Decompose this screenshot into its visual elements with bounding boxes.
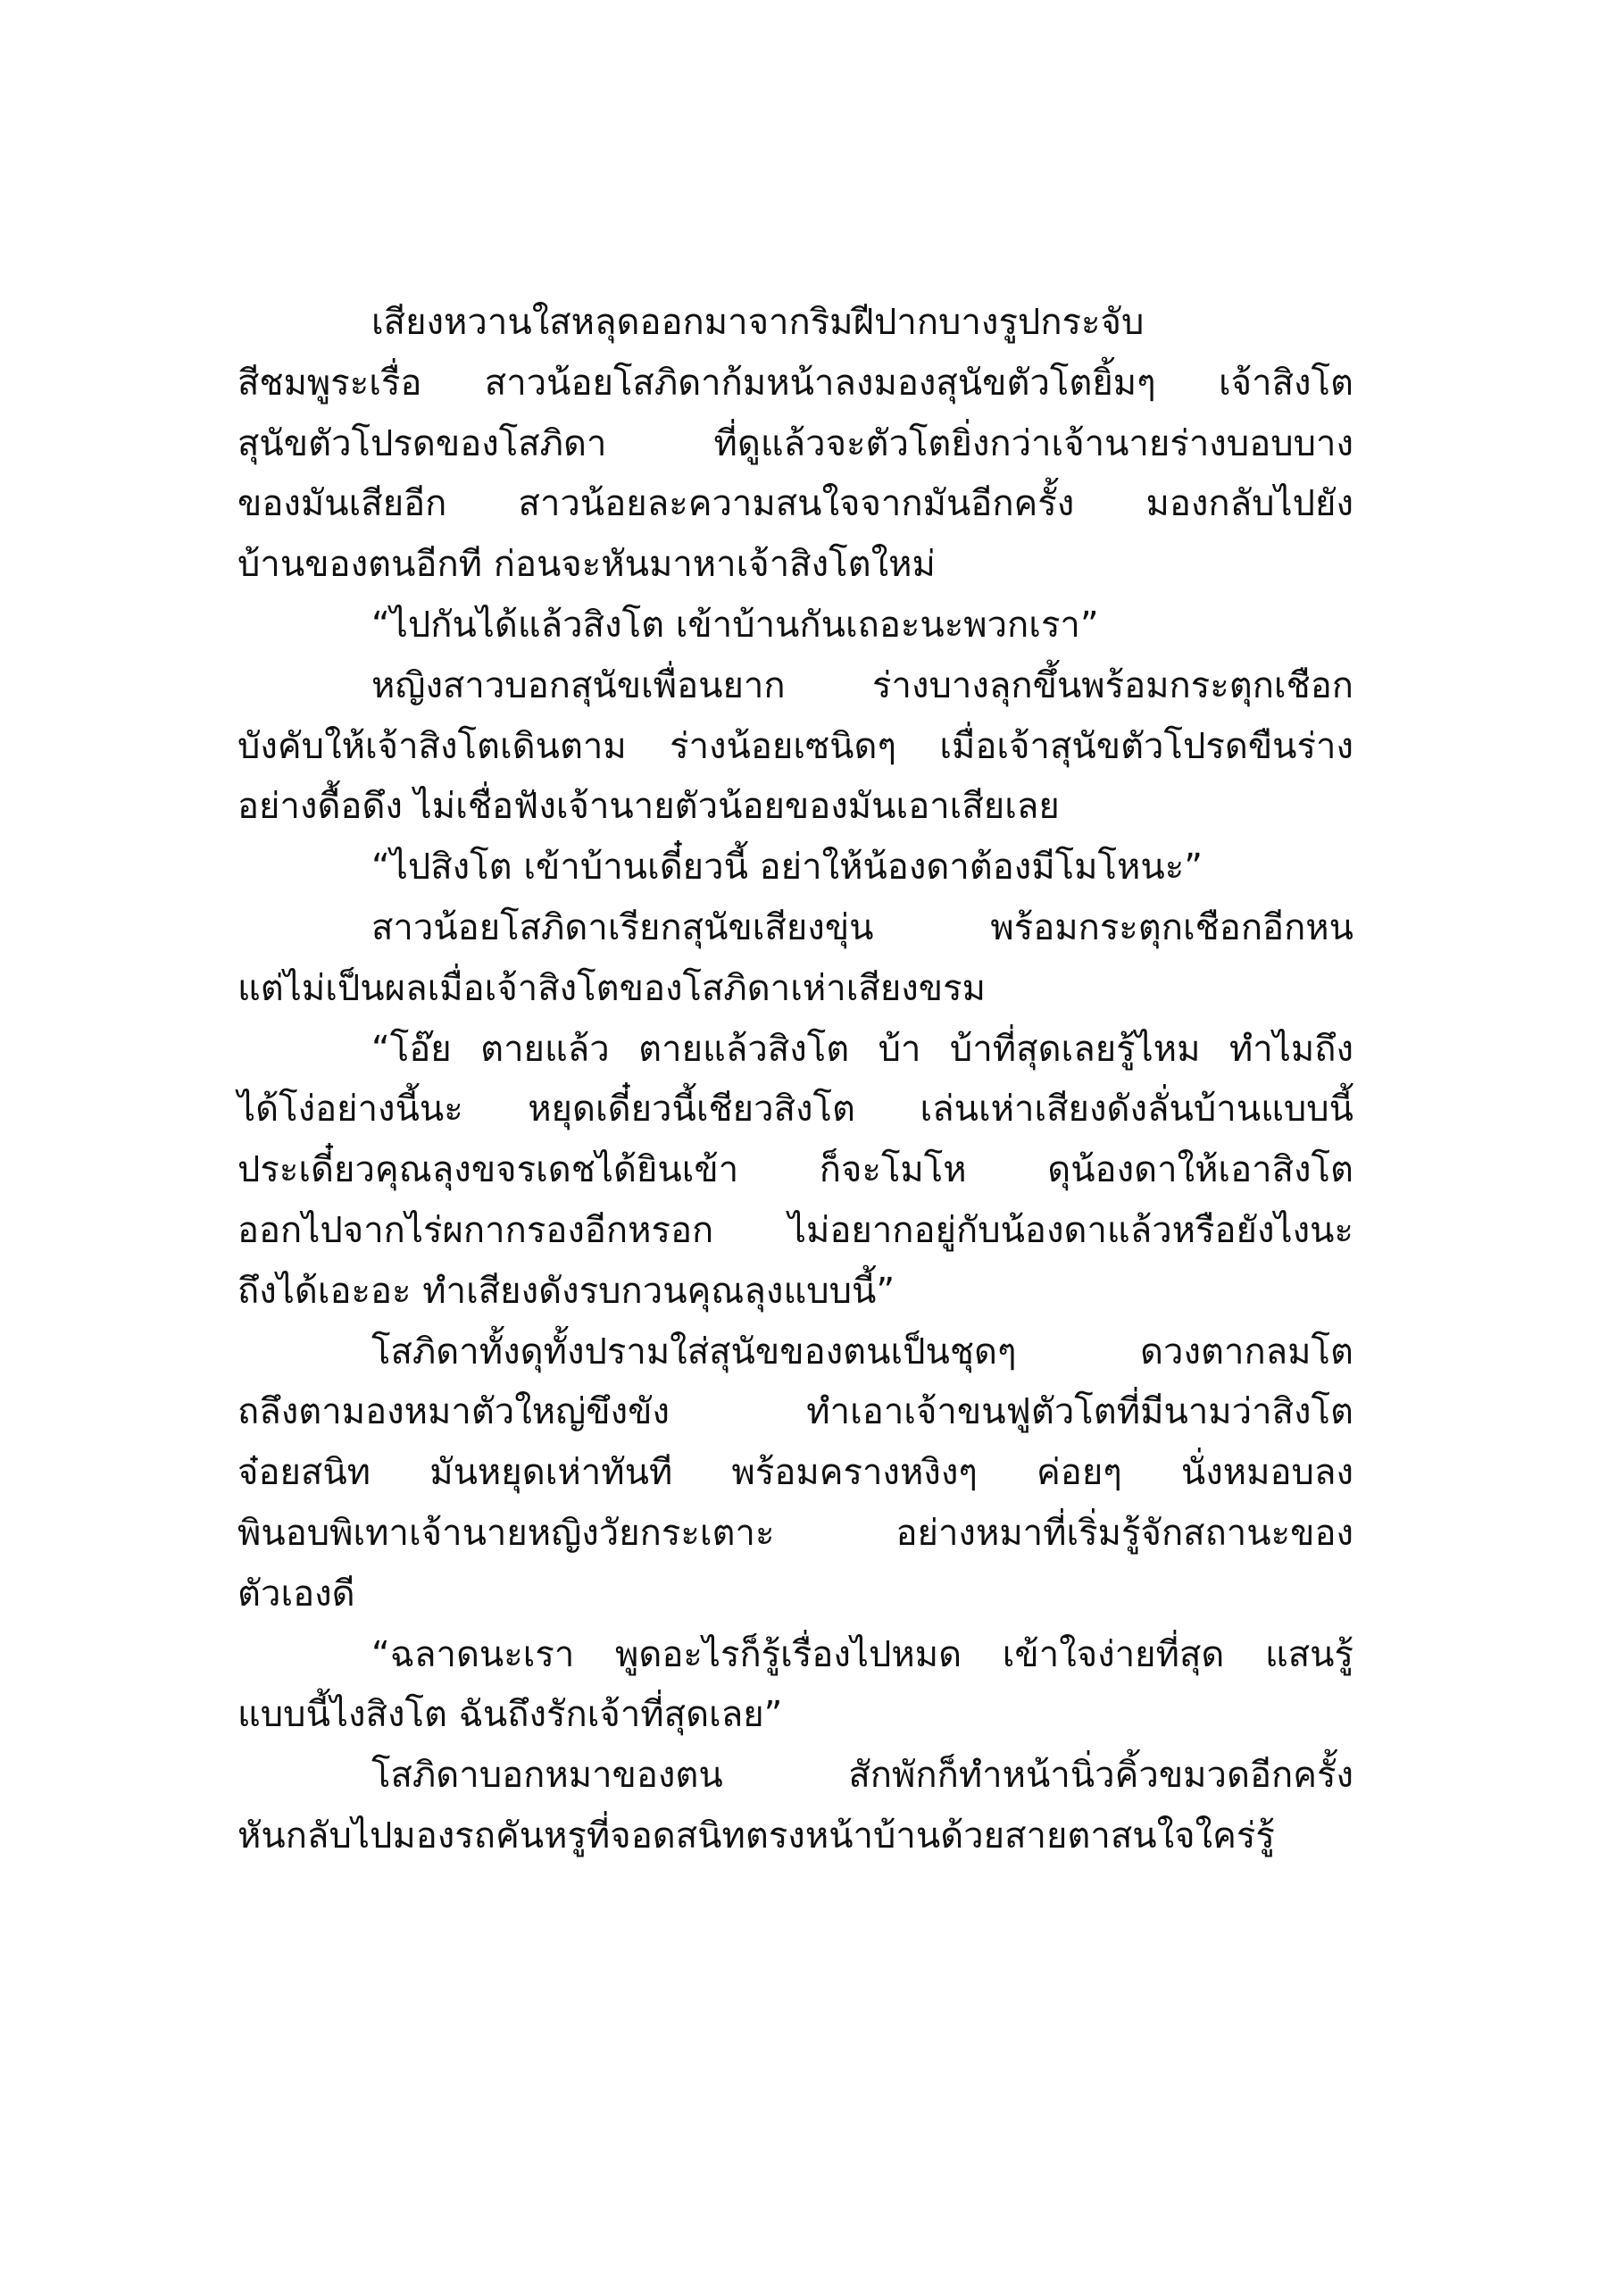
text-line: แต่ไม่เป็นผลเมื่อเจ้าสิงโตของโสภิดาเห่าเสียงขรม	[237, 967, 986, 1009]
text-line: จ๋อยสนิท มันหยุดเห่าทันที พร้อมครางหงิงๆ ค่อยๆ นั่งหมอบลง	[237, 1452, 1353, 1494]
text-line: อย่างดื้อดึง ไม่เชื่อฟังเจ้านายตัวน้อยของมันเอาเสียเลย	[237, 786, 1060, 828]
text-line: บังคับให้เจ้าสิงโตเดินตาม ร่างน้อยเซนิดๆ เมื่อเจ้าสุนัขตัวโปรดขืนร่าง	[237, 725, 1353, 767]
text-line: “ไปกันได้แล้วสิงโต เข้าบ้านกันเถอะนะพวกเรา”	[371, 604, 1099, 646]
story-text-block	[237, 293, 1353, 1867]
text-line: ของมันเสียอีก สาวน้อยละความสนใจจากมันอีกครั้ง มองกลับไปยัง	[237, 483, 1353, 525]
text-line: “ฉลาดนะเรา พูดอะไรก็รู้เรื่องไปหมด เข้าใจง่ายที่สุด แสนรู้	[371, 1633, 1353, 1675]
text-line: ถึงได้เอะอะ ทำเสียงดังรบกวนคุณลุงแบบนี้”	[237, 1270, 895, 1312]
text-line: แบบนี้ไงสิงโต ฉันถึงรักเจ้าที่สุดเลย”	[237, 1694, 783, 1736]
text-line: ประเดี๋ยวคุณลุงขจรเดชได้ยินเข้า ก็จะโมโห ดุน้องดาให้เอาสิงโต	[237, 1149, 1353, 1191]
text-line: “โอ๊ย ตายแล้ว ตายแล้วสิงโต บ้า บ้าที่สุดเลยรู้ไหม ทำไมถึง	[371, 1028, 1353, 1070]
text-line: ได้โง่อย่างนี้นะ หยุดเดี๋ยวนี้เชียวสิงโต เล่นเห่าเสียงดังลั่นบ้านแบบนี้	[237, 1089, 1353, 1131]
text-line: เสียงหวานใสหลุดออกมาจากริมฝีปากบางรูปกระจับ	[371, 302, 1145, 343]
text-line: หันกลับไปมองรถคันหรูที่จอดสนิทตรงหน้าบ้านด้วยสายตาสนใจใคร่รู้	[237, 1815, 1275, 1857]
text-line: ออกไปจากไร่ผกากรองอีกหรอก ไม่อยากอยู่กับน้องดาแล้วหรือยังไงนะ	[237, 1209, 1353, 1251]
text-line: โสภิดาบอกหมาของตน สักพักก็ทำหน้านิ่วคิ้วขมวดอีกครั้ง	[371, 1755, 1353, 1797]
text-line: บ้านของตนอีกที ก่อนจะหันมาหาเจ้าสิงโตใหม่	[237, 544, 936, 586]
text-line: ถลึงตามองหมาตัวใหญ่ขึงขัง ทำเอาเจ้าขนฟูตัวโตที่มีนามว่าสิงโต	[237, 1391, 1353, 1433]
text-line: สีชมพูระเรื่อ สาวน้อยโสภิดาก้มหน้าลงมองสุนัขตัวโตยิ้มๆ เจ้าสิงโต	[237, 362, 1353, 404]
text-line: สาวน้อยโสภิดาเรียกสุนัขเสียงขุ่น พร้อมกระตุกเชือกอีกหน	[371, 906, 1353, 948]
text-line: สุนัขตัวโปรดของโสภิดา ที่ดูแล้วจะตัวโตยิ่งกว่าเจ้านายร่างบอบบาง	[237, 422, 1353, 464]
text-line: “ไปสิงโต เข้าบ้านเดี๋ยวนี้ อย่าให้น้องดาต้องมีโมโหนะ”	[371, 847, 1203, 889]
text-line: พินอบพิเทาเจ้านายหญิงวัยกระเตาะ อย่างหมาที่เริ่มรู้จักสถานะของ	[237, 1512, 1353, 1554]
text-line: หญิงสาวบอกสุนัขเพื่อนยาก ร่างบางลุกขึ้นพร้อมกระตุกเชือก	[371, 664, 1353, 706]
text-line: โสภิดาทั้งดุทั้งปรามใส่สุนัขของตนเป็นชุดๆ ดวงตากลมโต	[371, 1331, 1353, 1373]
text-line: ตัวเองดี	[237, 1573, 355, 1615]
